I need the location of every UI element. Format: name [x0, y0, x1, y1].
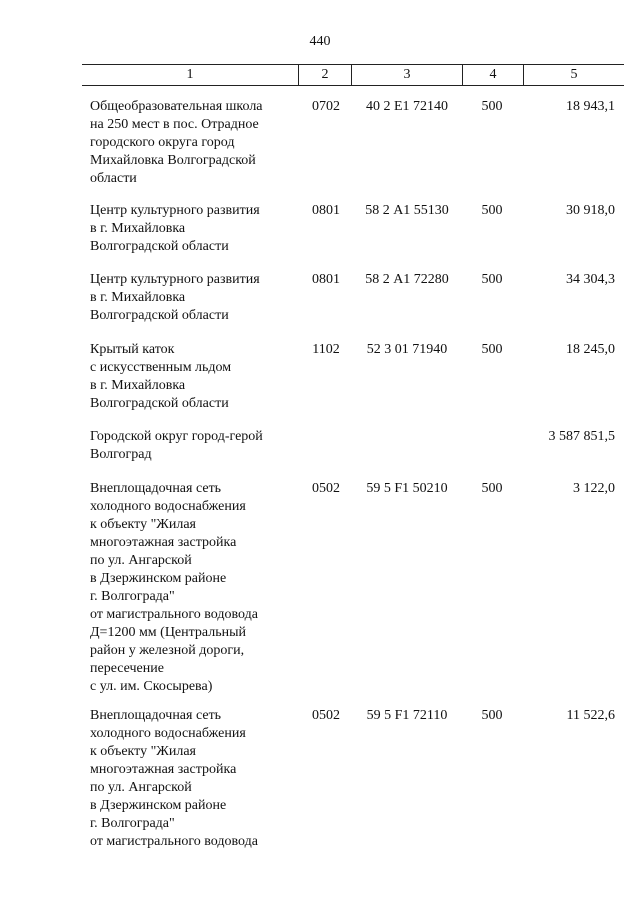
section-code: 0702 — [312, 99, 340, 114]
section-code: 0801 — [312, 203, 340, 218]
expense-type: 500 — [481, 99, 503, 114]
target-code: 52 3 01 71940 — [366, 342, 448, 357]
amount: 18 245,0 — [566, 342, 615, 357]
target-code: 58 2 А1 55130 — [365, 203, 449, 218]
page-number: 440 — [309, 34, 331, 49]
amount: 11 522,6 — [566, 708, 615, 723]
header-col-4: 4 — [489, 67, 497, 82]
amount: 34 304,3 — [566, 272, 615, 287]
expense-type: 500 — [481, 272, 503, 287]
object-name: Центр культурного развития в г. Михайловка Волгоградской области — [90, 203, 260, 254]
header-col-1: 1 — [186, 67, 194, 82]
object-name: Центр культурного развития в г. Михайловка Волгоградской области — [90, 272, 260, 323]
object-name: Городской округ город-герой Волгоград — [90, 429, 263, 462]
section-code: 0502 — [312, 481, 340, 496]
expense-type: 500 — [481, 708, 503, 723]
header-col-3: 3 — [403, 67, 411, 82]
object-name: Внеплощадочная сеть холодного водоснабжения к объекту "Жилая многоэтажная застройка по ул. Ангарской в Дзержинском районе г. Волгограда" от магистрального водовода Д=1200 мм (Центральный район у железной дороги, пересечение с ул. им. Скосырева) — [90, 481, 258, 694]
amount: 18 943,1 — [566, 99, 615, 114]
table-header — [82, 64, 624, 86]
target-code: 59 5 F1 50210 — [366, 481, 448, 496]
expense-type: 500 — [481, 342, 503, 357]
target-code: 40 2 Е1 72140 — [365, 99, 449, 114]
target-code: 59 5 F1 72110 — [366, 708, 448, 723]
target-code: 58 2 А1 72280 — [365, 272, 449, 287]
amount: 30 918,0 — [566, 203, 615, 218]
object-name: Внеплощадочная сеть холодного водоснабжения к объекту "Жилая многоэтажная застройка по ул. Ангарской в Дзержинском районе г. Волгограда" от магистрального водовода — [90, 708, 258, 849]
header-col-2: 2 — [321, 67, 329, 82]
expense-type: 500 — [481, 203, 503, 218]
amount: 3 122,0 — [573, 481, 615, 496]
section-code: 0502 — [312, 708, 340, 723]
amount: 3 587 851,5 — [548, 429, 615, 444]
object-name: Общеобразовательная школа на 250 мест в пос. Отрадное городского округа город Михайловка Волгоградской области — [90, 99, 263, 186]
header-col-5: 5 — [570, 67, 578, 82]
section-code: 0801 — [312, 272, 340, 287]
section-code: 1102 — [312, 342, 340, 357]
object-name: Крытый каток с искусственным льдом в г. Михайловка Волгоградской области — [90, 342, 232, 411]
expense-type: 500 — [481, 481, 503, 496]
